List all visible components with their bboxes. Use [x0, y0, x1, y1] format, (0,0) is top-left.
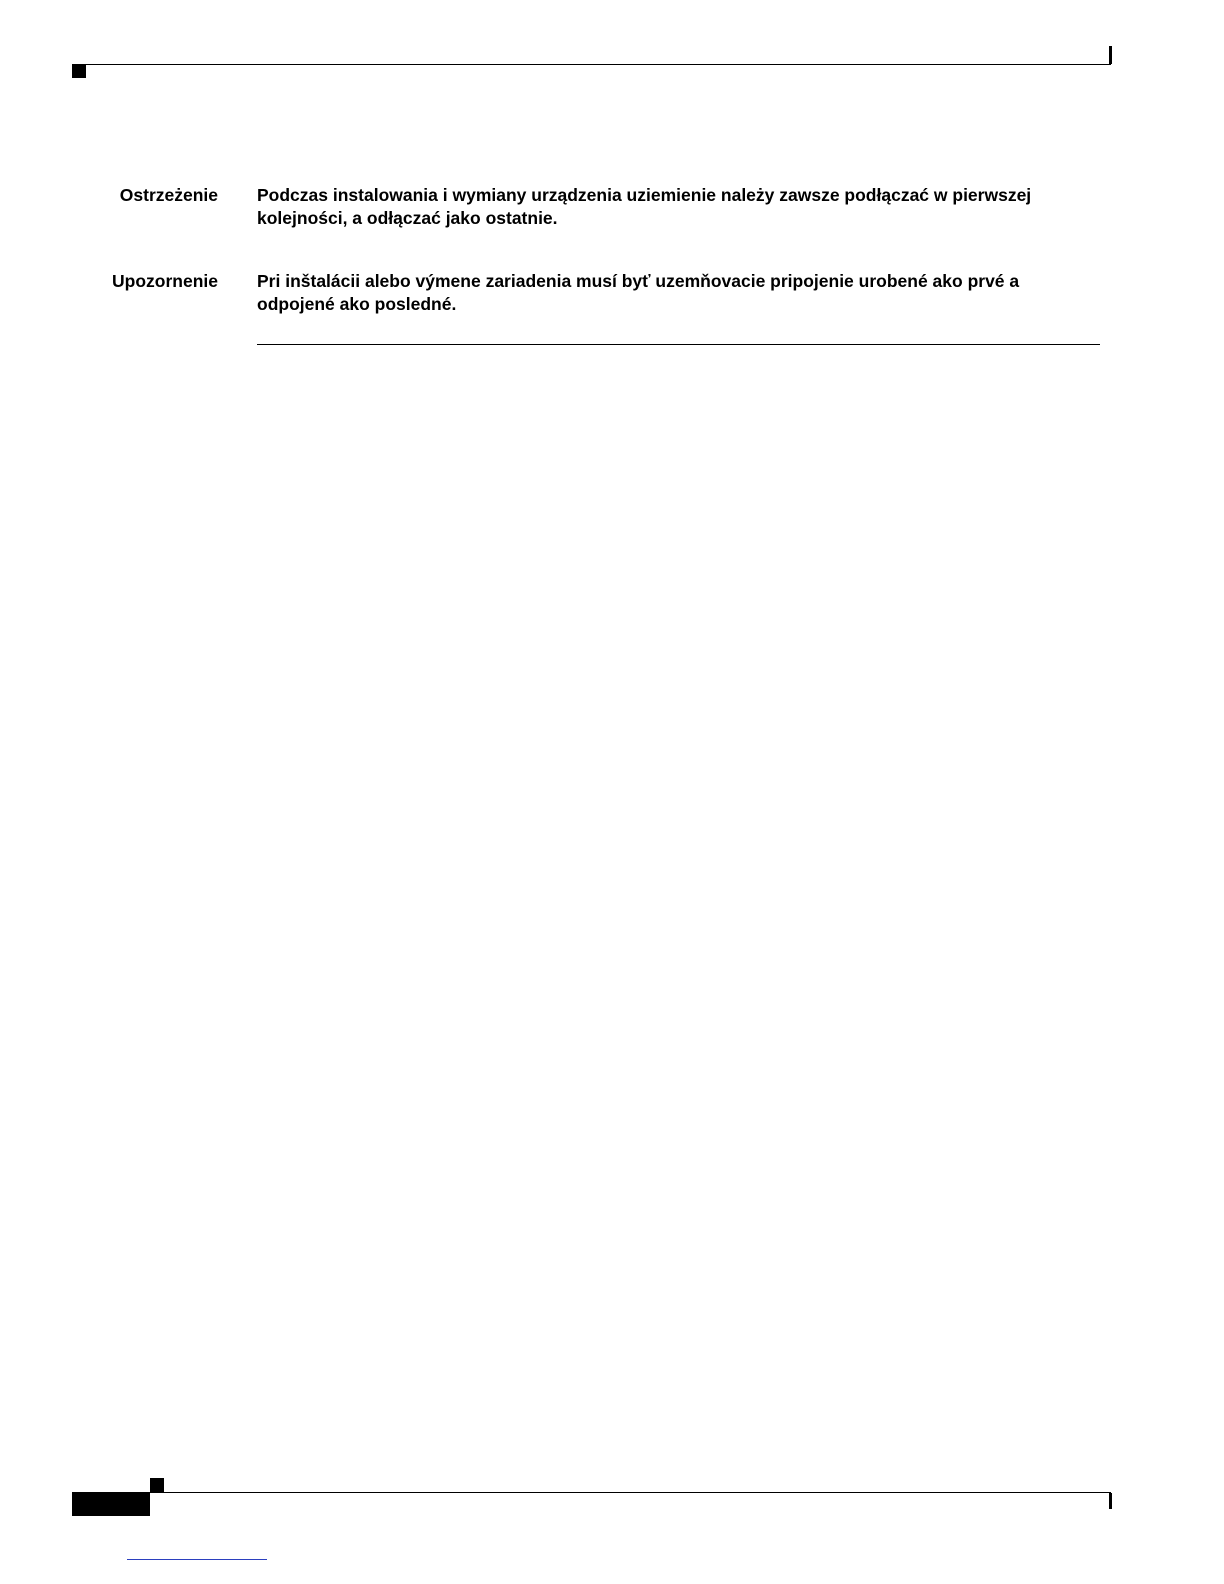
footer-square-marker: [150, 1478, 164, 1492]
warning-end-rule: [257, 344, 1100, 345]
warning-text-slovak-line-2: odpojené ako posledné.: [257, 294, 457, 314]
warning-text-polish: [257, 184, 1102, 230]
warning-label-slovak: Upozornenie: [112, 271, 218, 291]
warning-text-polish-line-2: kolejności, a odłączać jako ostatnie.: [257, 208, 558, 228]
header-rule: [72, 64, 1111, 65]
footer-tick-mark: [1109, 1493, 1112, 1509]
warning-text-slovak-line-1: Pri inštalácii alebo výmene zariadenia musí byť uzemňovacie pripojenie urobené ako prvé a: [257, 271, 1020, 291]
header-square-marker: [72, 65, 86, 78]
footer-rule: [72, 1492, 1111, 1493]
header-tick-mark: [1109, 46, 1112, 64]
warning-text-slovak: [257, 270, 1102, 316]
footer-link-underline: [127, 1559, 267, 1560]
warning-label-polish: Ostrzeżenie: [119, 185, 218, 205]
footer-page-number-block: [72, 1493, 150, 1516]
warning-text-polish-line-1: Podczas instalowania i wymiany urządzenia uziemienie należy zawsze podłączać w pierwszej: [257, 185, 1032, 205]
